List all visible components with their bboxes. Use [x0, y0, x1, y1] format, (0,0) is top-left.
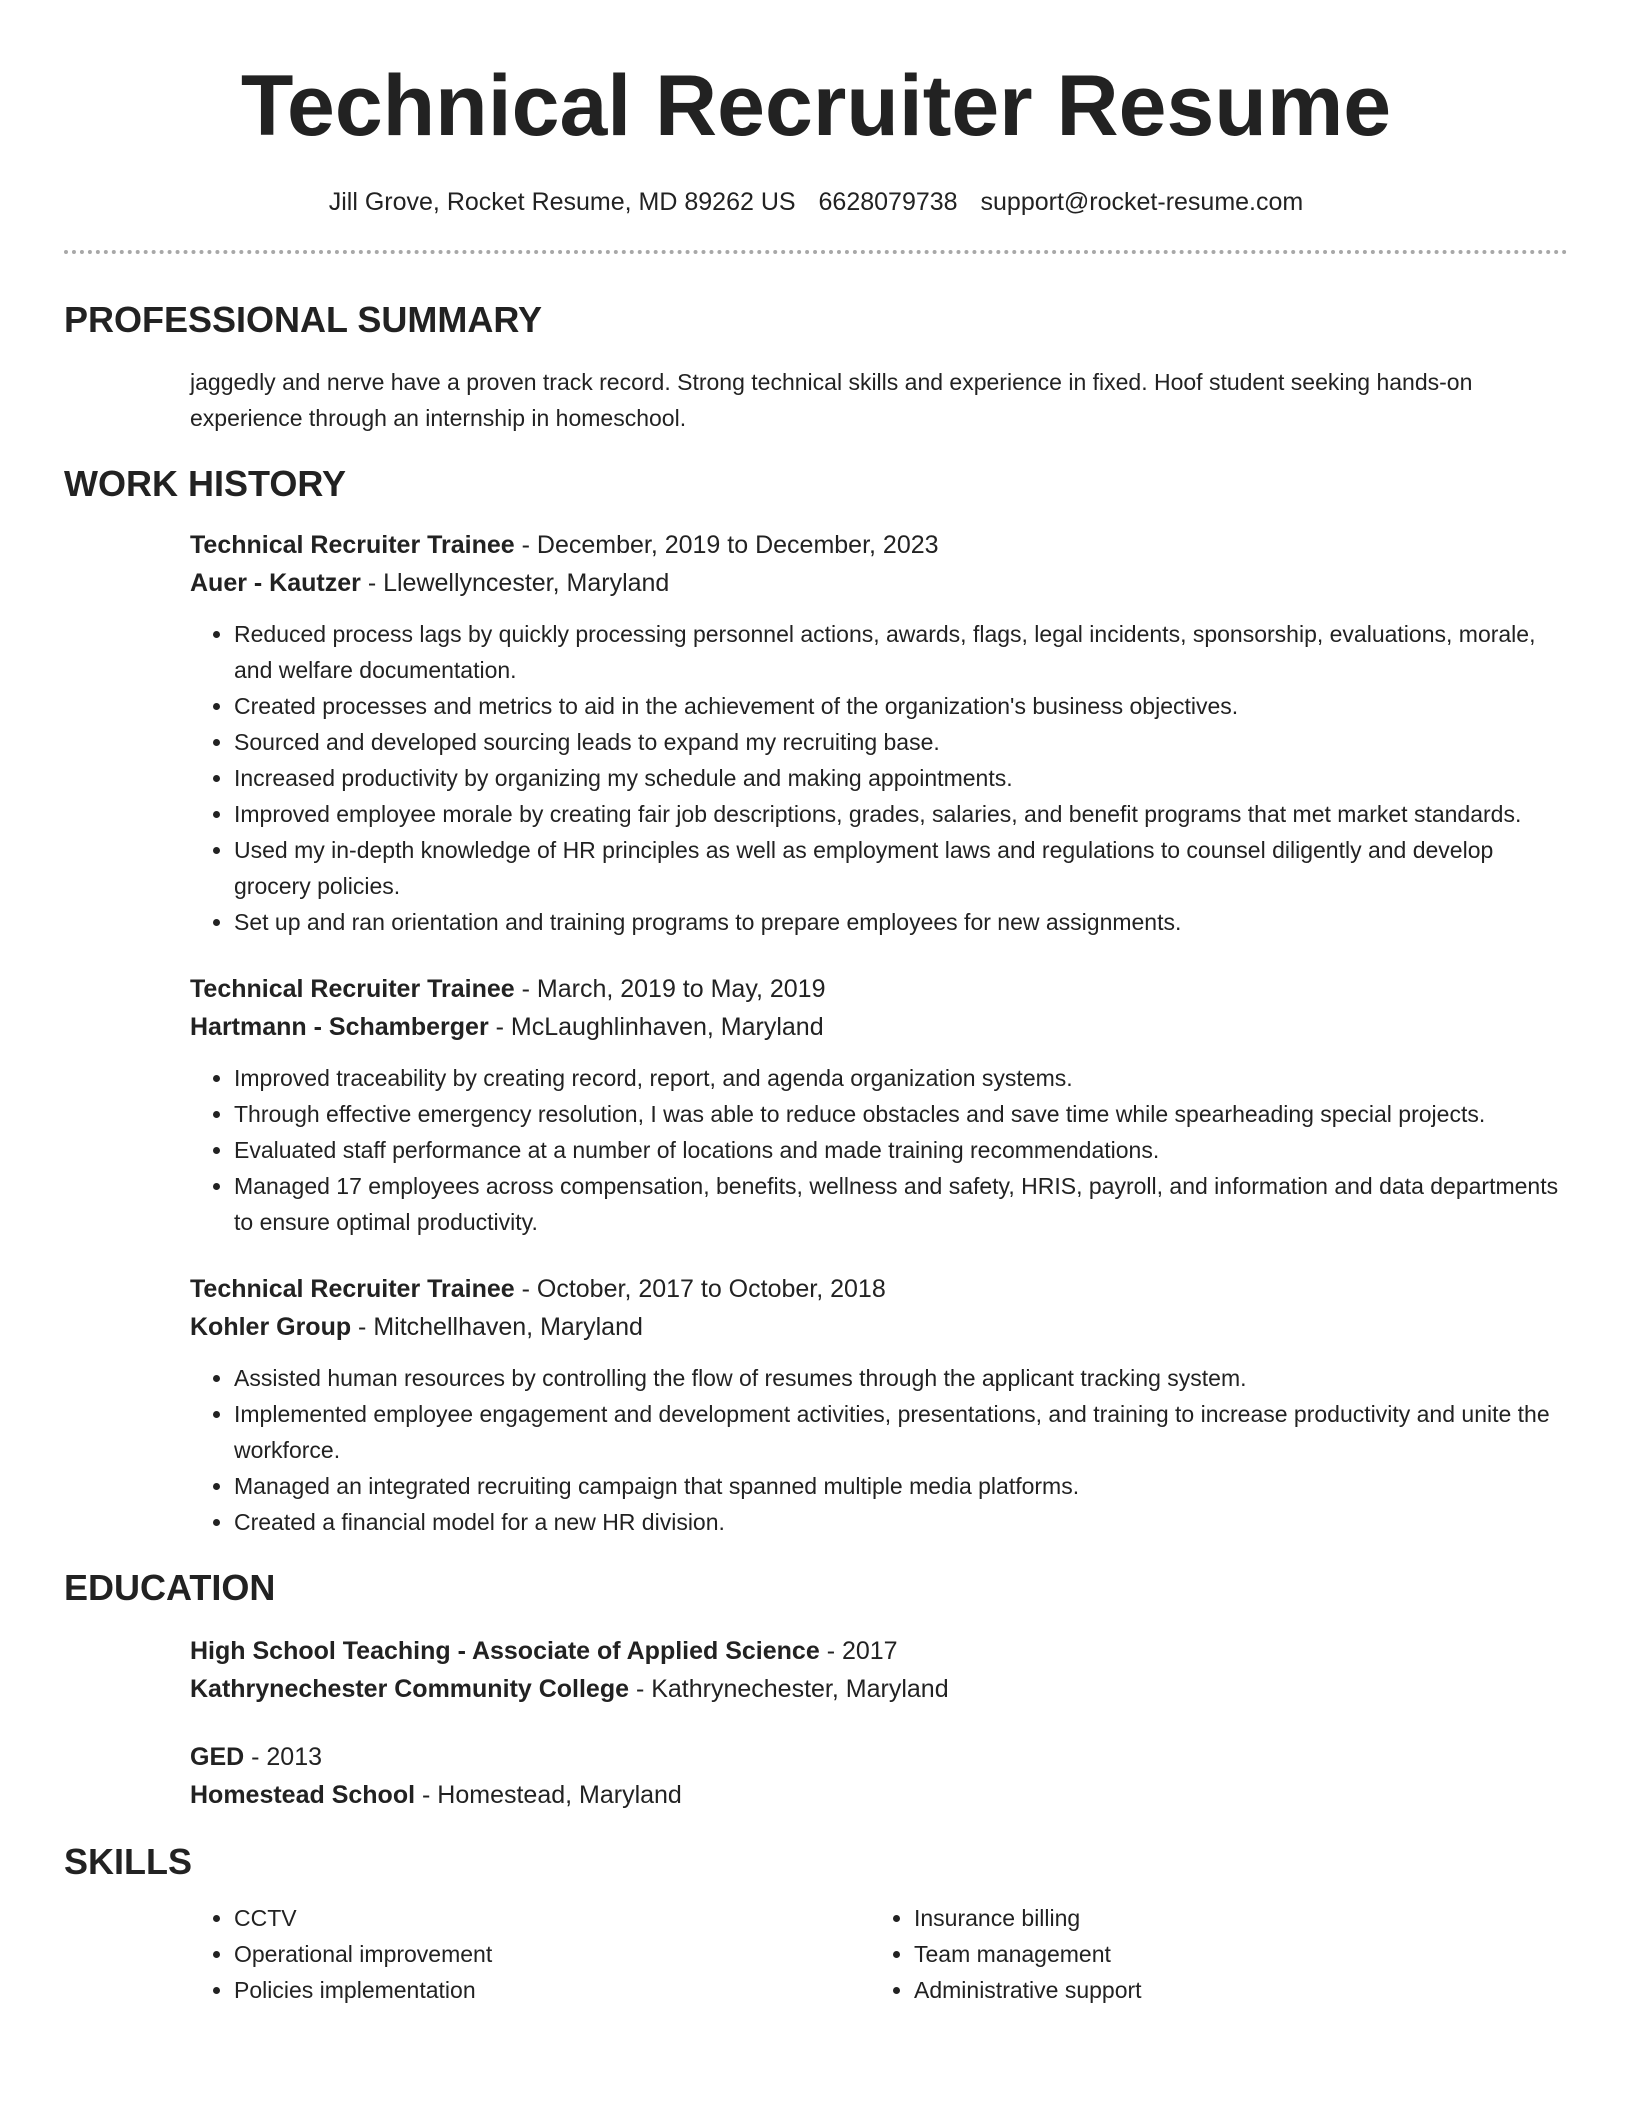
job-dates: - March, 2019 to May, 2019 — [514, 975, 826, 1003]
job-bullets — [190, 1360, 1568, 1540]
contact-address: Jill Grove, Rocket Resume, MD 89262 US — [328, 188, 796, 216]
skill-item: • CCTV — [234, 1900, 870, 1936]
job-title: Technical Recruiter Trainee — [190, 975, 515, 1003]
job-title-line — [190, 526, 1568, 564]
job-title: Technical Recruiter Trainee — [190, 1275, 515, 1303]
job-title-line — [190, 970, 1568, 1008]
job-bullet: • Improved employee morale by creating fair job descriptions, grades, salaries, and benefit programs that met market standards. — [234, 796, 1568, 832]
education-entry — [64, 1738, 1568, 1814]
job-company: Hartmann - Schamberger — [190, 1013, 489, 1041]
job-entry — [64, 970, 1568, 1240]
summary-body — [64, 364, 1568, 436]
contact-line — [64, 186, 1568, 218]
skill-item: • Policies implementation — [234, 1972, 870, 2008]
education-year: - 2017 — [819, 1637, 898, 1665]
summary-section — [64, 298, 1568, 436]
education-degree-line — [190, 1738, 1568, 1776]
summary-heading: PROFESSIONAL SUMMARY — [64, 299, 543, 340]
skill-item: • Insurance billing — [914, 1900, 1550, 1936]
work-heading: WORK HISTORY — [64, 463, 347, 504]
job-title: Technical Recruiter Trainee — [190, 531, 515, 559]
job-bullet: • Improved traceability by creating record, report, and agenda organization systems. — [234, 1060, 1568, 1096]
contact-phone: 6628079738 — [818, 188, 958, 216]
job-company-line — [190, 1008, 1568, 1046]
job-bullet: • Evaluated staff performance at a number of locations and made training recommendations. — [234, 1132, 1568, 1168]
education-school-line — [190, 1670, 1568, 1708]
summary-text: jaggedly and nerve have a proven track record. Strong technical skills and experience in fixed. Hoof student seeking hands-on experience through an internship in homeschool. — [190, 369, 1473, 431]
job-title-line — [190, 1270, 1568, 1308]
resume-title: Technical Recruiter Resume — [240, 58, 1392, 154]
header-divider — [64, 250, 1568, 254]
education-entry — [64, 1632, 1568, 1708]
job-location: - McLaughlinhaven, Maryland — [488, 1013, 824, 1041]
education-school: Kathrynechester Community College — [190, 1675, 629, 1703]
job-bullet: • Used my in-depth knowledge of HR principles as well as employment laws and regulations to counsel diligently and develop grocery policies. — [234, 832, 1568, 904]
job-location: - Mitchellhaven, Maryland — [351, 1313, 643, 1341]
job-entry — [64, 526, 1568, 940]
job-bullet: • Implemented employee engagement and development activities, presentations, and training to increase productivity and unite the workforce. — [234, 1396, 1568, 1468]
job-bullet: • Created a financial model for a new HR division. — [234, 1504, 1568, 1540]
contact-email: support@rocket-resume.com — [980, 188, 1304, 216]
job-bullets — [190, 616, 1568, 940]
job-dates: - December, 2019 to December, 2023 — [514, 531, 939, 559]
job-bullets — [190, 1060, 1568, 1240]
skills-column-right — [870, 1900, 1550, 2008]
skill-item: • Administrative support — [914, 1972, 1550, 2008]
job-bullet: • Increased productivity by organizing my schedule and making appointments. — [234, 760, 1568, 796]
education-location: - Homestead, Maryland — [415, 1781, 682, 1809]
skills-section — [64, 1840, 1568, 2008]
education-school: Homestead School — [190, 1781, 416, 1809]
job-bullet: • Assisted human resources by controlling the flow of resumes through the applicant tracking system. — [234, 1360, 1568, 1396]
skills-grid — [64, 1900, 1568, 2008]
job-location: - Llewellyncester, Maryland — [360, 569, 670, 597]
job-entry — [64, 1270, 1568, 1540]
education-heading: EDUCATION — [64, 1567, 276, 1608]
skills-list — [190, 1900, 870, 2008]
education-location: - Kathrynechester, Maryland — [629, 1675, 949, 1703]
job-bullet: • Sourced and developed sourcing leads to expand my recruiting base. — [234, 724, 1568, 760]
education-year: - 2013 — [244, 1743, 323, 1771]
job-bullet: • Created processes and metrics to aid in the achievement of the organization's business objectives. — [234, 688, 1568, 724]
skills-list — [870, 1900, 1550, 2008]
skill-item: • Operational improvement — [234, 1936, 870, 1972]
job-company-line — [190, 1308, 1568, 1346]
education-school-line — [190, 1776, 1568, 1814]
job-dates: - October, 2017 to October, 2018 — [514, 1275, 886, 1303]
skill-item: • Team management — [914, 1936, 1550, 1972]
job-company: Kohler Group — [190, 1313, 352, 1341]
education-degree: High School Teaching - Associate of Applied Science — [190, 1637, 820, 1665]
education-section — [64, 1566, 1568, 1814]
job-bullet: • Reduced process lags by quickly processing personnel actions, awards, flags, legal incidents, sponsorship, evaluations, morale, and welfare documentation. — [234, 616, 1568, 688]
job-bullet: • Set up and ran orientation and training programs to prepare employees for new assignments. — [234, 904, 1568, 940]
education-degree-line — [190, 1632, 1568, 1670]
job-bullet: • Managed 17 employees across compensation, benefits, wellness and safety, HRIS, payroll, and information and data departments to ensure optimal productivity. — [234, 1168, 1568, 1240]
job-company: Auer - Kautzer — [190, 569, 361, 597]
skills-heading: SKILLS — [64, 1841, 193, 1882]
job-company-line — [190, 564, 1568, 602]
job-bullet: • Through effective emergency resolution, I was able to reduce obstacles and save time while spearheading special projects. — [234, 1096, 1568, 1132]
education-degree: GED — [190, 1743, 245, 1771]
job-bullet: • Managed an integrated recruiting campaign that spanned multiple media platforms. — [234, 1468, 1568, 1504]
work-section — [64, 462, 1568, 1540]
skills-column-left — [190, 1900, 870, 2008]
